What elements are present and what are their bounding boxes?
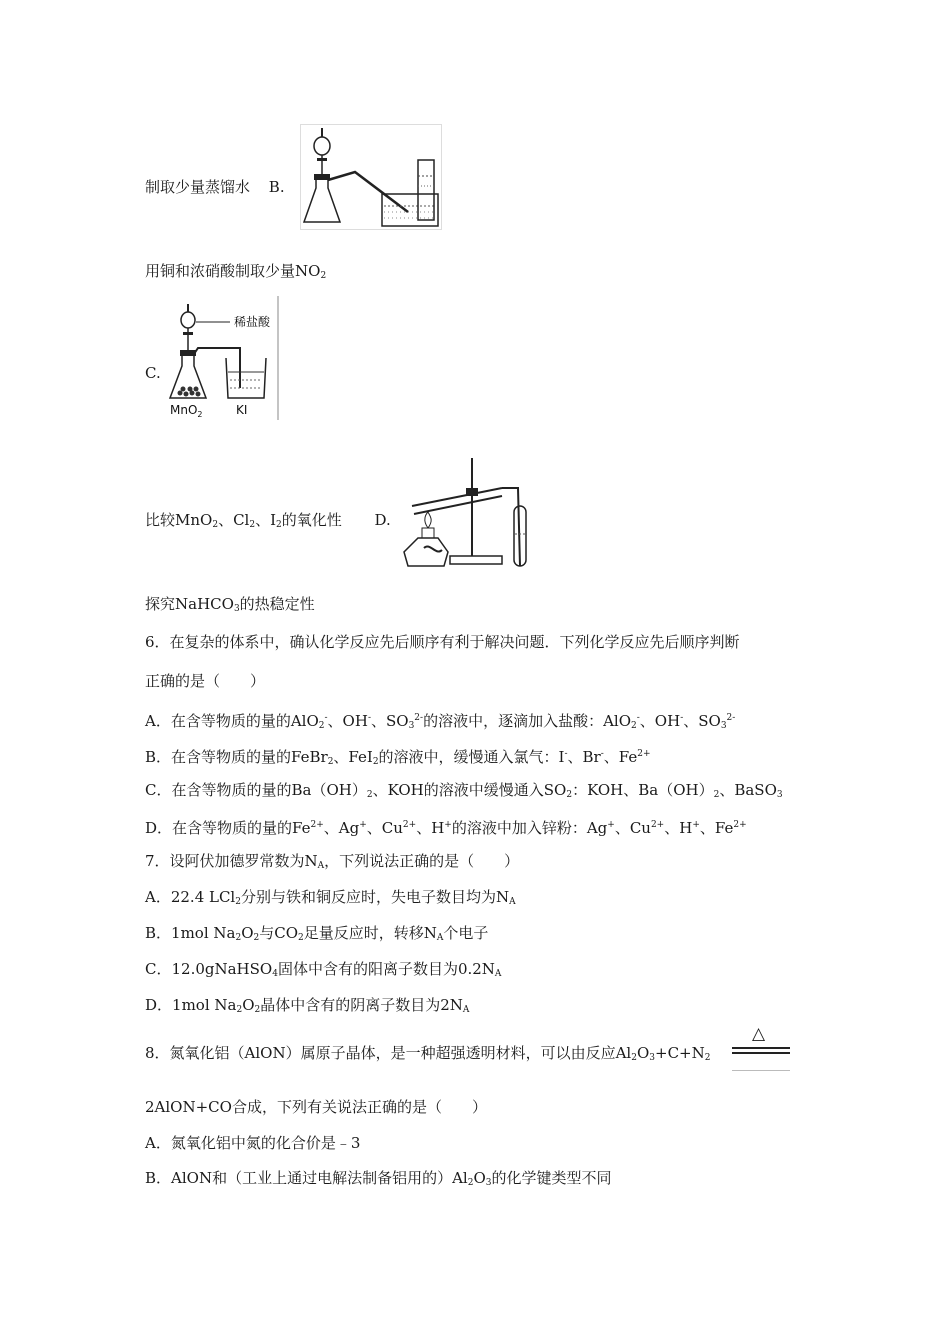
q7-option-c: C．12.0gNaHSO$_4$固体中含有的阳离子数目为$0.2N_A$ [145, 960, 502, 979]
q6-stem-line1: 6．在复杂的体系中，确认化学反应先后顺序有利于解决问题．下列化学反应先后顺序判断 [145, 633, 740, 651]
option-c-text: 比较MnO$_2$、$Cl_2$、$I_2$的氧化性 D. [145, 511, 391, 530]
heat-triangle-symbol: △ [752, 1024, 766, 1044]
left-flask-label: MnO$_2$ [170, 403, 203, 419]
q6-option-c: C．在含等物质的量的$Ba(OH)_2$、KOH的溶液中缓慢通入$SO_2$：KOH、$Ba(OH)_2$、BaSO$_3$ [145, 781, 783, 800]
reaction-condition-mark [732, 1024, 792, 1072]
q7-stem: 7．设阿伏加德罗常数为$N_A$，下列说法正确的是（ ） [145, 852, 520, 871]
option-a-text-line [145, 177, 285, 197]
distillation-apparatus-figure [300, 124, 442, 230]
q6-option-b: B．在含等物质的量的FeBr$_2$、FeI$_2$的溶液中，缓慢通入氯气：I-、Br-、$Fe^{2+}$ [145, 748, 651, 767]
q7-option-d: D．1mol $Na_2O_2$晶体中含有的阴离子数目为$2N_A$ [145, 996, 470, 1015]
heating-apparatus-figure [402, 456, 532, 570]
q8-option-a: A．氮氧化铝中氮的化合价是﹣3 [145, 1134, 361, 1152]
option-b-label: B. [268, 178, 285, 196]
q7-option-b: B．1mol $Na_2O_2$与$CO_2$足量反应时，转移$N_A$个电子 [145, 924, 489, 943]
option-a-text: 制取少量蒸馏水 [145, 178, 251, 196]
q8-stem-line1: 8．氮氧化铝（AlON）属原子晶体，是一种超强透明材料，可以由反应$Al_2O_3+C+N_2$ [145, 1044, 711, 1063]
q6-option-d: D．在含等物质的量的$Fe^{2+}$、Ag+、$Cu^{2+}$、H+的溶液中加入锌粉：Ag+、$Cu^{2+}$、H+、$Fe^{2+}$ [145, 819, 747, 837]
q8-option-b: B．AlON和（工业上通过电解法制备铝用的）$Al_2O_3$的化学键类型不同 [145, 1169, 612, 1188]
option-d-text: 探究NaHCO$_3$的热稳定性 [145, 595, 315, 614]
q7-option-a: A．22.4 LCl$_2$分别与铁和铜反应时，失电子数目均为$N_A$ [145, 888, 516, 907]
q6-stem-line2: 正确的是（ ） [145, 672, 266, 690]
q6-option-a: A．在含等物质的量的AlO$_2$-、OH-、$SO_3^{2-}$的溶液中，逐滴加入盐酸：AlO$_2$-、OH-、$SO_3^{2-}$ [145, 712, 736, 731]
option-c-label: C. [145, 364, 161, 382]
option-b-text: 用铜和浓硝酸制取少量$NO_2$ [145, 262, 327, 281]
q8-stem-line2: 2AlON+CO合成，下列有关说法正确的是（ ） [145, 1098, 487, 1116]
acid-label: 稀盐酸 [234, 315, 271, 329]
option-d-label: D. [374, 511, 391, 529]
chlorine-apparatus-figure [168, 296, 280, 420]
right-beaker-label: KI [236, 403, 248, 417]
